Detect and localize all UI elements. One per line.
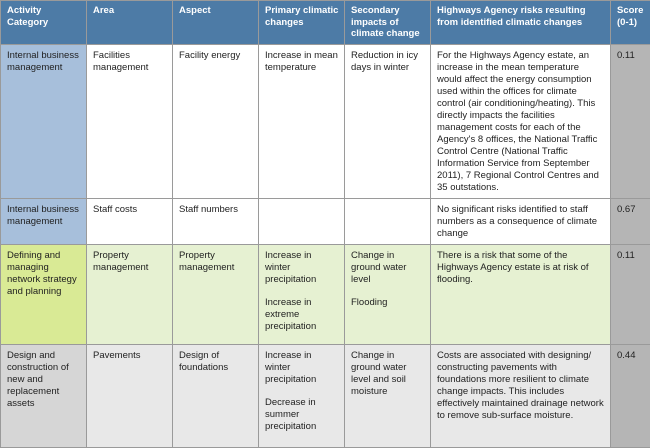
table-row — [1, 344, 650, 447]
header-primary-changes: Primary climatic changes — [259, 1, 345, 45]
score-cell: 0.67 — [611, 198, 650, 244]
activity-category-cell: Internal business management — [1, 198, 87, 244]
aspect-cell: Staff numbers — [173, 198, 259, 244]
score-cell: 0.44 — [611, 344, 650, 447]
primary-changes-cell — [259, 344, 345, 447]
secondary-impact-item: Reduction in icy days in winter — [351, 50, 425, 74]
secondary-impacts-cell — [345, 344, 431, 447]
primary-change-item: Increase in winter precipitation — [265, 250, 339, 286]
secondary-impact-item: Flooding — [351, 297, 425, 309]
secondary-impacts-cell — [345, 244, 431, 344]
header-area: Area — [87, 1, 173, 45]
risk-cell: For the Highways Agency estate, an increase in the mean temperature would affect the energy consumption used within the offices for climate control (air conditioning/heating). This directly impacts the facilities management costs for each of the Agency's 8 offices, the National Traffic Control Centre (National Traffic Information Service from September 2011), 7 Regional Control Centres and 35 outstations. — [431, 44, 611, 198]
risk-cell: Costs are associated with designing/ constructing pavements with foundations more resilient to climate change impacts. This includes effectively maintained drainage network to remove sub-surface moisture. — [431, 344, 611, 447]
score-cell: 0.11 — [611, 44, 650, 198]
header-score: Score (0-1) — [611, 1, 650, 45]
area-cell: Property management — [87, 244, 173, 344]
header-activity-category: Activity Category — [1, 1, 87, 45]
header-row — [1, 1, 650, 45]
primary-changes-cell — [259, 198, 345, 244]
secondary-impact-item: Change in ground water level and soil moisture — [351, 350, 425, 398]
aspect-cell: Facility energy — [173, 44, 259, 198]
table-row — [1, 244, 650, 344]
area-cell: Staff costs — [87, 198, 173, 244]
table-row — [1, 44, 650, 198]
primary-change-item: Increase in mean temperature — [265, 50, 339, 74]
activity-category-cell: Defining and managing network strategy and planning — [1, 244, 87, 344]
risk-cell: No significant risks identified to staff numbers as a consequence of climate change — [431, 198, 611, 244]
area-cell: Facilities management — [87, 44, 173, 198]
secondary-impact-item: Change in ground water level — [351, 250, 425, 286]
header-risks: Highways Agency risks resulting from identified climatic changes — [431, 1, 611, 45]
primary-change-item: Decrease in summer precipitation — [265, 397, 339, 433]
score-cell: 0.11 — [611, 244, 650, 344]
primary-changes-cell — [259, 44, 345, 198]
area-cell: Pavements — [87, 344, 173, 447]
activity-category-cell: Design and construction of new and replacement assets — [1, 344, 87, 447]
risk-cell: There is a risk that some of the Highways Agency estate is at risk of flooding. — [431, 244, 611, 344]
aspect-cell: Design of foundations — [173, 344, 259, 447]
aspect-cell: Property management — [173, 244, 259, 344]
primary-changes-cell — [259, 244, 345, 344]
primary-change-item: Increase in extreme precipitation — [265, 297, 339, 333]
secondary-impacts-cell — [345, 44, 431, 198]
activity-category-cell: Internal business management — [1, 44, 87, 198]
primary-change-item: Increase in winter precipitation — [265, 350, 339, 386]
secondary-impacts-cell — [345, 198, 431, 244]
header-secondary-impacts: Secondary impacts of climate change — [345, 1, 431, 45]
table-row — [1, 198, 650, 244]
header-aspect: Aspect — [173, 1, 259, 45]
